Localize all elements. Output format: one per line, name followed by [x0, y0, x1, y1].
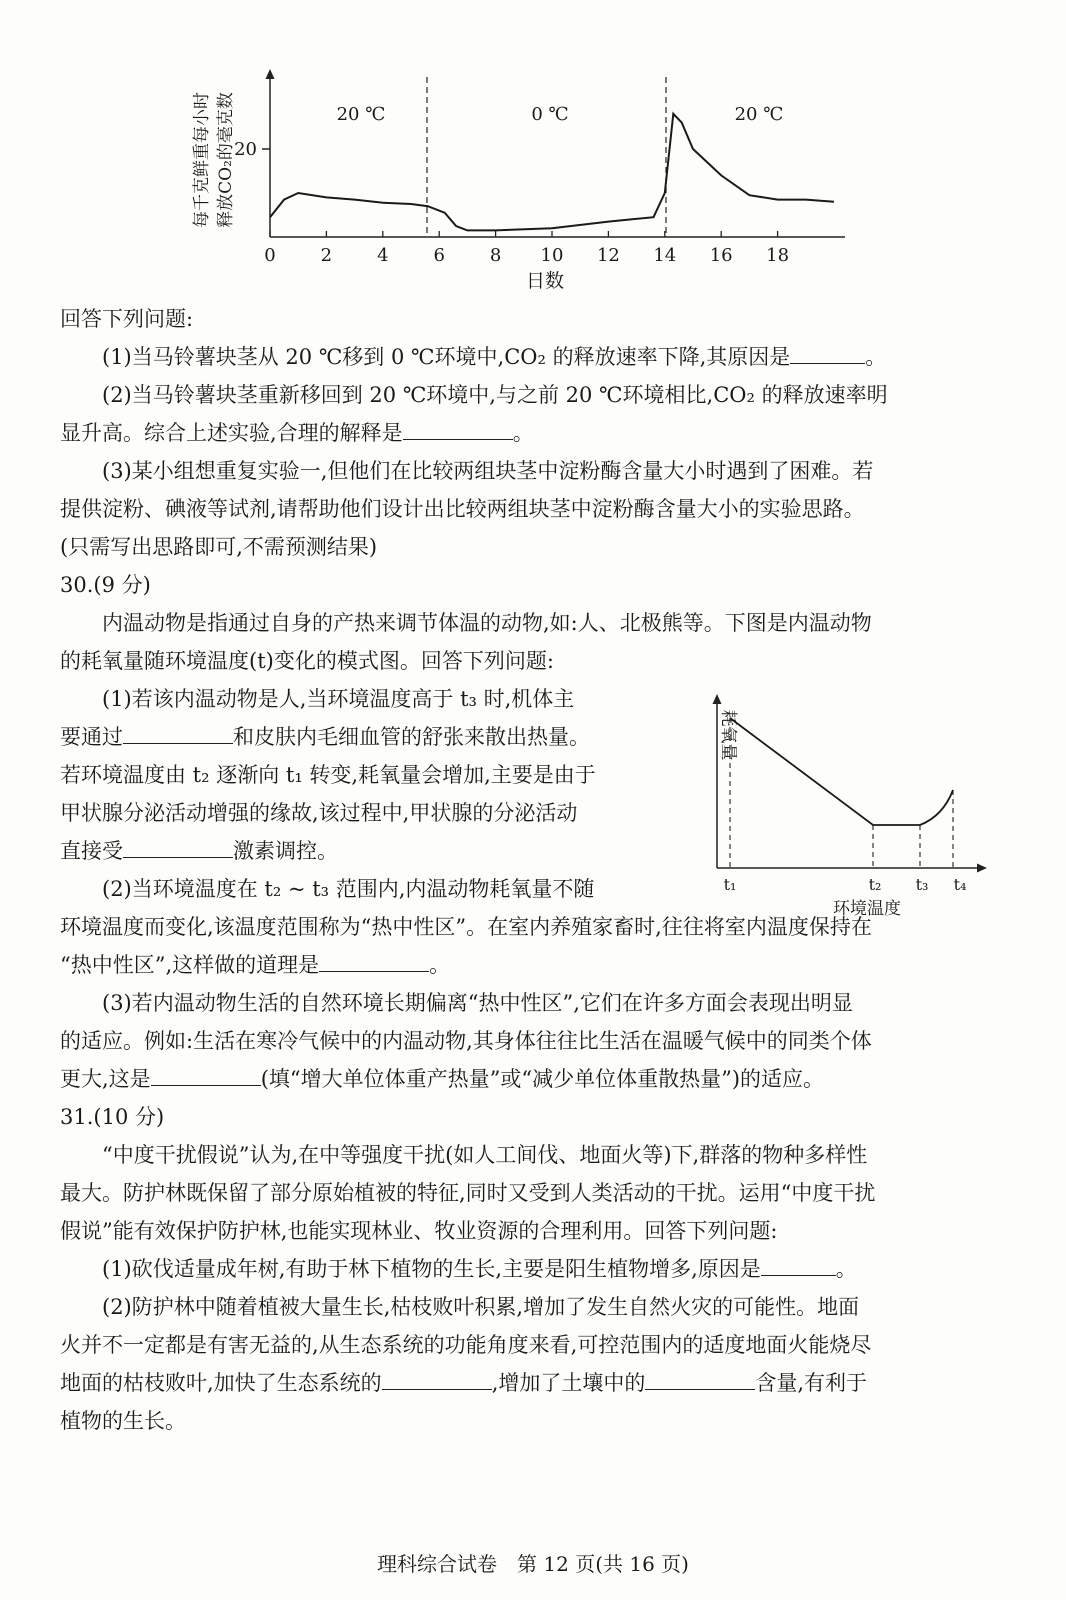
q30-part1-line3: 若环境温度由 t₂ 逐渐向 t₁ 转变,耗氧量会增加,主要是由于 — [60, 763, 596, 787]
q31-intro-line1: “中度干扰假说”认为,在中等强度干扰(如人工间伐、地面火等)下,群落的物种多样性 — [102, 1143, 868, 1167]
q30-part3-line3: 更大,这是 (填“增大单位体重产热量”或“减少单位体重散热量”)的适应。 — [60, 1060, 995, 1098]
chart2-t4-label: t₄ — [953, 875, 967, 894]
answer-blank[interactable] — [790, 339, 865, 364]
q30-part3-line2: 的适应。例如:生活在寒冷气候中的内温动物,其身体往往比生活在温暖气候中的同类个体 — [60, 1029, 872, 1053]
q29-part3-line2: 提供淀粉、碘液等试剂,请帮助他们设计出比较两组块茎中淀粉酶含量大小的实验思路。 — [60, 497, 865, 521]
q29-part2-line1: (2)当马铃薯块茎重新移回到 20 ℃环境中,与之前 20 ℃环境相比,CO₂ 的释放速率明 — [102, 383, 888, 407]
q31-part2-line4: 植物的生长。 — [60, 1409, 186, 1433]
q31-part2-line2: 火并不一定都是有害无益的,从生态系统的功能角度来看,可控范围内的适度地面火能烧尽 — [60, 1333, 872, 1357]
q31-intro-line2: 最大。防护林既保留了部分原始植被的特征,同时又受到人类活动的干扰。运用“中度干扰 — [60, 1181, 876, 1205]
co2-release-chart — [165, 65, 865, 300]
answer-blank[interactable] — [123, 719, 233, 744]
q30-part1-line1: (1)若该内温动物是人,当环境温度高于 t₃ 时,机体主 — [102, 687, 575, 711]
chart1-xlabel: 日数 — [525, 270, 565, 292]
q31-part2-line3: 地面的枯枝败叶,加快了生态系统的 ,增加了土壤中的 含量,有利于 — [60, 1364, 995, 1402]
q31-part1: (1)砍伐适量成年树,有助于林下植物的生长,主要是阳生植物增多,原因是 。 — [60, 1250, 995, 1288]
answer-blank[interactable] — [403, 415, 513, 440]
chart1-region-20c-second: 20 ℃ — [734, 104, 784, 125]
chart1-region-20c-first: 20 ℃ — [336, 104, 386, 125]
q30-intro-line2: 的耗氧量随环境温度(t)变化的模式图。回答下列问题: — [60, 649, 554, 673]
q29-part3-line1: (3)某小组想重复实验一,但他们在比较两组块茎中淀粉酶含量大小时遇到了困难。若 — [102, 459, 874, 483]
answer-blank[interactable] — [761, 1251, 836, 1276]
chart1-x-tick-6: 6 — [433, 245, 445, 266]
chart1-region-0c: 0 ℃ — [531, 104, 569, 125]
answer-prompt: 回答下列问题: — [60, 307, 194, 331]
chart1-x-tick-14: 14 — [653, 245, 677, 266]
question-text — [60, 300, 995, 1440]
chart2-t3-label: t₃ — [915, 875, 929, 894]
chart2-t2-label: t₂ — [868, 875, 882, 894]
q30-part1-line2: 要通过 和皮肤内毛细血管的舒张来散出热量。 — [60, 718, 680, 756]
q30-intro-line1: 内温动物是指通过自身的产热来调节体温的动物,如:人、北极熊等。下图是内温动物 — [102, 611, 872, 635]
q30-part1-line4: 甲状腺分泌活动增强的缘故,该过程中,甲状腺的分泌活动 — [60, 801, 578, 825]
q30-part3-line1: (3)若内温动物生活的自然环境长期偏离“热中性区”,它们在许多方面会表现出明显 — [102, 991, 853, 1015]
chart1-x-tick-0: 0 — [264, 245, 276, 266]
q30-part2-line2: 环境温度而变化,该温度范围称为“热中性区”。在室内养殖家畜时,往往将室内温度保持在 — [60, 915, 872, 939]
q29-part3-line3: (只需写出思路即可,不需预测结果) — [60, 535, 378, 559]
q30-part2-line1: (2)当环境温度在 t₂ ~ t₃ 范围内,内温动物耗氧量不随 — [102, 877, 595, 901]
q30-title: 30.(9 分) — [60, 573, 151, 597]
q30-part1-line5: 直接受 激素调控。 — [60, 832, 680, 870]
q29-part1: (1)当马铃薯块茎从 20 ℃移到 0 ℃环境中,CO₂ 的释放速率下降,其原因是 。 — [60, 338, 995, 376]
chart1-ylabel-line1: 每千克鲜重每小时 — [192, 92, 212, 228]
chart1-ylabel-line2: 释放CO₂的毫克数 — [216, 92, 236, 228]
chart1-y-arrow — [266, 69, 275, 79]
chart2-ylabel: 耗氧量 — [718, 709, 738, 761]
chart1-x-tick-16: 16 — [709, 245, 733, 266]
chart2-xlabel: 环境温度 — [833, 899, 901, 919]
chart1-x-tick-12: 12 — [596, 245, 620, 266]
chart1-x-tick-4: 4 — [377, 245, 389, 266]
q29-part2-line2: 显升高。综合上述实验,合理的解释是 。 — [60, 414, 995, 452]
answer-blank[interactable] — [151, 1061, 261, 1086]
answer-blank[interactable] — [319, 947, 429, 972]
chart2-t1-label: t₁ — [723, 875, 737, 894]
chart1-x-tick-2: 2 — [320, 245, 333, 266]
answer-blank[interactable] — [645, 1365, 755, 1390]
q31-intro-line3: 假说”能有效保护防护林,也能实现林业、牧业资源的合理利用。回答下列问题: — [60, 1219, 778, 1243]
chart1-series-line — [270, 114, 834, 231]
chart1-x-tick-18: 18 — [766, 245, 790, 266]
q30-part2-line3: “热中性区”,这样做的道理是 。 — [60, 946, 995, 984]
answer-blank[interactable] — [123, 833, 233, 858]
chart1-x-tick-10: 10 — [540, 245, 564, 266]
q31-part2-line1: (2)防护林中随着植被大量生长,枯枝败叶积累,增加了发生自然火灾的可能性。地面 — [102, 1295, 860, 1319]
chart1-x-tick-8: 8 — [489, 245, 502, 266]
answer-blank[interactable] — [382, 1365, 492, 1390]
q31-title: 31.(10 分) — [60, 1105, 165, 1129]
chart1-y-tick-20: 20 — [234, 139, 257, 160]
page-footer: 理科综合试卷 第 12 页(共 16 页) — [377, 1552, 689, 1576]
